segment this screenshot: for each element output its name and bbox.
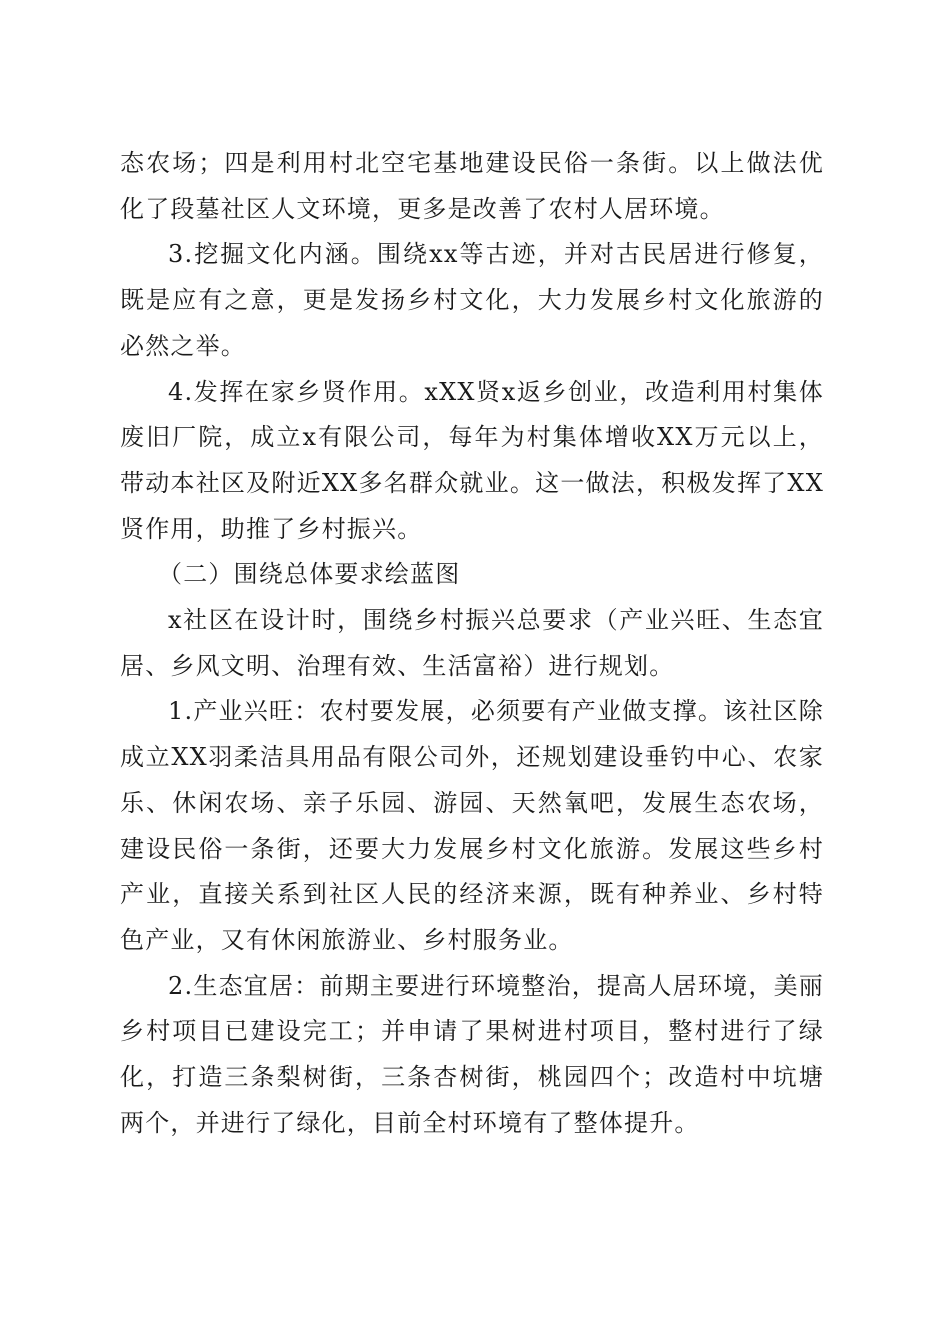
paragraph-continuation: 态农场；四是利用村北空宅基地建设民俗一条街。以上做法优化了段墓社区人文环境，更多是改善了农村人居环境。: [120, 149, 824, 223]
paragraph-item-1: 1.产业兴旺：农村要发展，必须要有产业做支撑。该社区除成立XX羽柔洁具用品有限公司外，还规划建设垂钓中心、农家乐、休闲农场、亲子乐园、游园、天然氧吧，发展生态农场，建设民俗一条街，还要大力发展乡村文化旅游。发展这些乡村产业，直接关系到社区人民的经济来源，既有种养业、乡村特色产业，又有休闲旅游业、乡村服务业。: [120, 697, 824, 954]
paragraph-item-2: 2.生态宜居：前期主要进行环境整治，提高人居环境，美丽乡村项目已建设完工；并申请了果树进村项目，整村进行了绿化，打造三条梨树街，三条杏树街，桃园四个；改造村中坑塘两个，并进行了绿化，目前全村环境有了整体提升。: [120, 971, 824, 1137]
paragraph-item-4: 4.发挥在家乡贤作用。xXX贤x返乡创业，改造利用村集体废旧厂院，成立x有限公司，每年为村集体增收XX万元以上，带动本社区及附近XX多名群众就业。这一做法，积极发挥了XX贤作用，助推了乡村振兴。: [120, 377, 824, 543]
paragraph-item-3: 3.挖掘文化内涵。围绕xx等古迹，并对古民居进行修复，既是应有之意，更是发扬乡村文化，大力发展乡村文化旅游的必然之举。: [120, 240, 824, 360]
paragraph-intro: x社区在设计时，围绕乡村振兴总要求（产业兴旺、生态宜居、乡风文明、治理有效、生活富裕）进行规划。: [120, 606, 824, 680]
document-body: [120, 141, 824, 1146]
section-heading: （二）围绕总体要求绘蓝图: [158, 560, 461, 589]
